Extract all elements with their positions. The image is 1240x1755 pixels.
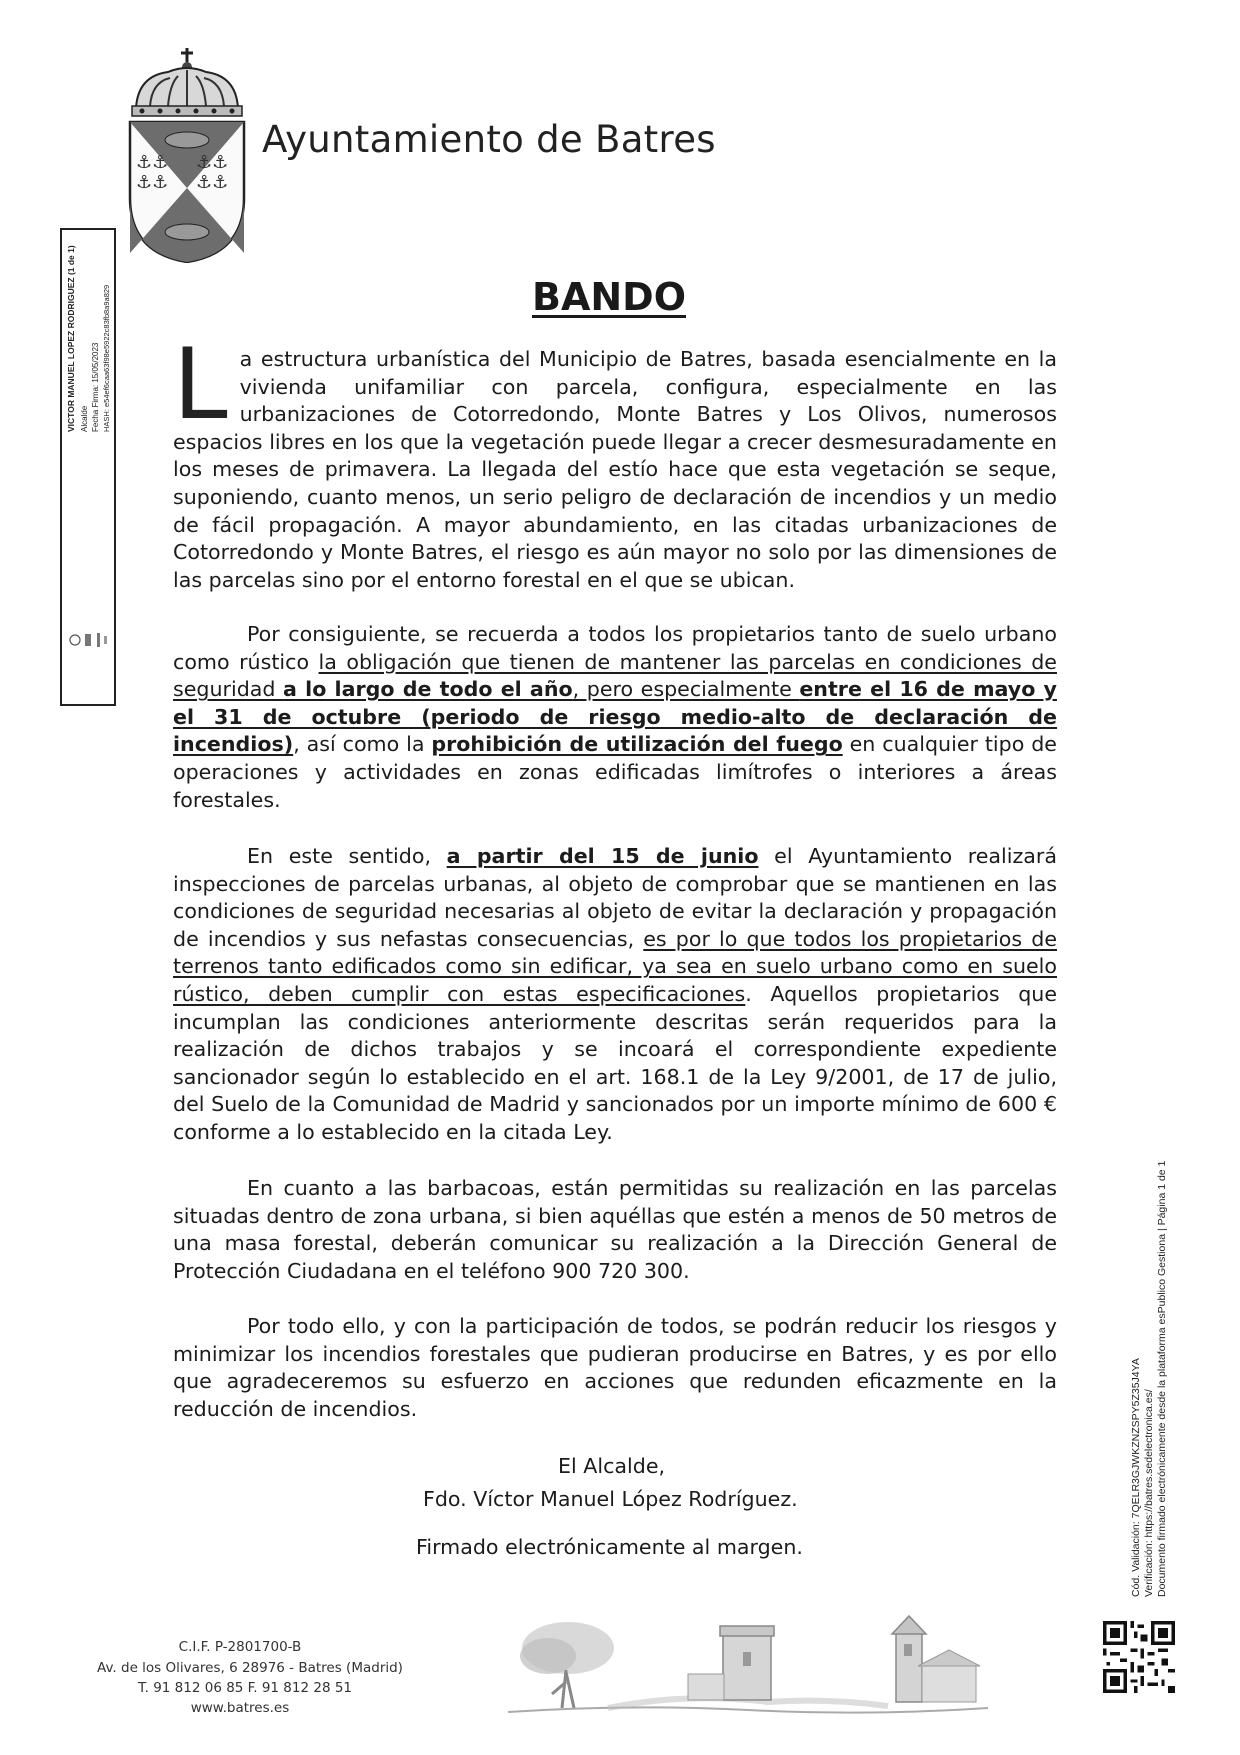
text-run: Por consiguiente, se recuerda a todos los propietarios tanto de suelo urbano como rústico xyxy=(173,622,1057,674)
text-run: el Ayuntamiento realizará inspecciones de parcelas urbanas, al objeto de comprobar que se mantienen en las condiciones de seguridad necesarias al objeto de evitar la declaración y propagación de incendios y sus nefastas consecuencias, xyxy=(173,844,1057,951)
underlined-text: la obligación que tienen de mantener las parcelas en condiciones de seguridad xyxy=(173,649,1057,702)
footer-phone: T. 91 812 06 85 F. 91 812 28 51 xyxy=(137,1680,353,1696)
signer-name: VICTOR MANUEL LOPEZ RODRIGUEZ (1 de 1) xyxy=(66,245,76,432)
text-run: En este sentido, xyxy=(247,844,447,868)
paragraph-text: Por todo ello, y con la participación de todos, se podrán reducir los riesgos y minimizar los incendios forestales que pudieran producirse en Batres, y es por ello que agradeceremos su esfuerzo en acciones que redunden eficazmente en la reducción de incendios. xyxy=(173,1314,1057,1421)
svg-text:⚓⚓: ⚓⚓ xyxy=(196,152,229,173)
underlined-text: es por lo que todos los propietarios de terrenos tanto edificados como sin edificar, ya sea en suelo urbano como en suelo rústico, deben cumplir con estas especificaciones xyxy=(173,926,1057,1006)
emphasis-text: a partir del 15 de junio xyxy=(446,844,759,868)
signature-note: Firmado electrónicamente al margen. xyxy=(416,1535,803,1559)
underlined-text: , pero especialmente xyxy=(572,677,800,702)
paragraph-inspections xyxy=(173,843,1057,1147)
validation-code: Cód. Validación: 7QELR3GJWKZNZSPY5Z35J4YA xyxy=(1130,1358,1142,1597)
paragraph-intro xyxy=(173,328,1057,594)
signature-title: El Alcalde, xyxy=(558,1454,666,1478)
qr-code-icon[interactable] xyxy=(1103,1621,1175,1693)
footer-cif: C.I.F. P-2801700-B xyxy=(178,1639,302,1655)
drop-cap: L xyxy=(173,328,228,442)
signer-role: Alcalde xyxy=(80,405,89,432)
signature-date: Fecha Firma: 15/05/2023 xyxy=(91,342,100,432)
municipal-seal-icon xyxy=(67,630,111,650)
emphasis-text: a lo largo de todo el año xyxy=(283,677,573,702)
paragraph-barbecues xyxy=(173,1175,1057,1285)
platform-note: Documento firmado electrónicamente desde la plataforma esPublico Gestiona | Página 1 de 1 xyxy=(1156,1160,1168,1597)
signature-name: Fdo. Víctor Manuel López Rodríguez. xyxy=(423,1487,798,1511)
paragraph-obligation xyxy=(173,621,1057,814)
paragraph-closing xyxy=(173,1313,1057,1423)
footer-website[interactable]: www.batres.es xyxy=(190,1700,290,1716)
organization-name: Ayuntamiento de Batres xyxy=(262,118,716,161)
text-run: en cualquier tipo de operaciones y actividades en zonas edificadas limítrofes o interiores a áreas forestales. xyxy=(173,732,1057,812)
svg-text:⚓⚓: ⚓⚓ xyxy=(136,152,169,173)
coat-of-arms-icon xyxy=(128,48,246,263)
signature-hash: HASH: e54ef6caa63f98e5922c83fb8a9a829 xyxy=(102,284,111,432)
landscape-illustration-icon xyxy=(508,1612,988,1720)
paragraph-text: En cuanto a las barbacoas, están permitidas su realización en las parcelas situadas dentro de zona urbana, si bien aquéllas que estén a menos de 50 metros de una masa forestal, deberán comunicar su realización a la Dirección General de Protección Ciudadana en el teléfono 900 720 300. xyxy=(173,1176,1057,1283)
svg-text:⚓⚓: ⚓⚓ xyxy=(136,172,169,193)
svg-text:⚓⚓: ⚓⚓ xyxy=(196,172,229,193)
emphasis-text: entre el 16 de mayo y el 31 de octubre (periodo de riesgo medio-alto de declaración de incendios) xyxy=(173,677,1057,757)
text-run: . Aquellos propietarios que incumplan las condiciones anteriormente descritas serán requeridos para la realización de dichos trabajos y se incoará el correspondiente expediente sancionador según lo establecido en el art. 168.1 de la Ley 9/2001, de 17 de julio, del Suelo de la Comunidad de Madrid y sancionados por un importe mínimo de 600 € conforme a lo establecido en la citada Ley. xyxy=(173,981,1057,1144)
verification-url: Verificación: https://batres.sedelectronica.es/ xyxy=(1143,1389,1155,1597)
document-title: BANDO xyxy=(532,275,687,319)
paragraph-text: a estructura urbanística del Municipio de Batres, basada esencialmente en la vivienda unifamiliar con parcela, configura, especialmente en las urbanizaciones de Cotorredondo, Monte Batres y Los Olivos, numerosos espacios libres en los que la vegetación puede llegar a crecer desmesuradamente en los meses de primavera. La llegada del estío hace que esta vegetación se seque, suponiendo, cuanto menos, un serio peligro de declaración de incendios y un medio de fácil propagación. A mayor abundamiento, en las citadas urbanizaciones de Cotorredondo y Monte Batres, el riesgo es aún mayor no solo por las dimensiones de las parcelas sino por el entorno forestal en el que se ubican. xyxy=(173,347,1057,592)
emphasis-text: prohibición de utilización del fuego xyxy=(431,732,843,757)
footer-address: Av. de los Olivares, 6 28976 - Batres (Madrid) xyxy=(97,1660,403,1676)
text-run: , así como la xyxy=(293,732,432,757)
